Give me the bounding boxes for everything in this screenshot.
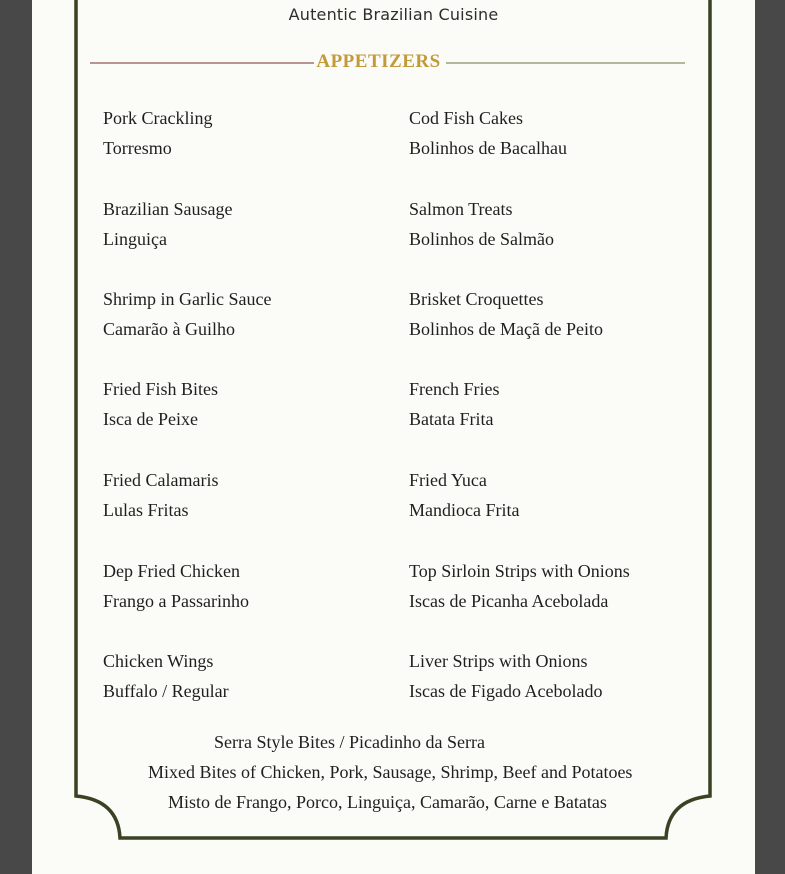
item-name-portuguese: Isca de Peixe [103, 409, 198, 429]
menu-item [103, 378, 218, 438]
menu-item [409, 469, 519, 529]
menu-item [409, 288, 603, 348]
menu-item [409, 560, 630, 620]
item-name-portuguese: Bolinhos de Maçã de Peito [409, 319, 603, 339]
menu-item [103, 288, 271, 348]
item-name-english: Cod Fish Cakes [409, 108, 524, 128]
menu-item [103, 560, 249, 620]
item-name-portuguese: Batata Frita [409, 409, 494, 429]
menu-item [409, 378, 499, 438]
item-name-portuguese: Bolinhos de Bacalhau [409, 138, 567, 158]
item-name-english: Pork Crackling [103, 108, 213, 128]
menu-item [103, 469, 218, 529]
item-name-english: Fried Yuca [409, 470, 487, 490]
featured-item-english-description: Mixed Bites of Chicken, Pork, Sausage, Shrimp, Beef and Potatoes [148, 762, 633, 782]
item-name-english: Fried Calamaris [103, 470, 219, 490]
section-title-appetizers: APPETIZERS [316, 51, 441, 72]
item-name-english: Brazilian Sausage [103, 199, 233, 219]
menu-item [103, 650, 229, 710]
item-name-english: French Fries [409, 379, 500, 399]
item-name-portuguese: Linguiça [103, 229, 167, 249]
item-name-english: Shrimp in Garlic Sauce [103, 289, 272, 309]
menu-item [409, 198, 554, 258]
item-name-english: Brisket Croquettes [409, 289, 544, 309]
item-name-english: Top Sirloin Strips with Onions [409, 561, 630, 581]
item-name-english: Salmon Treats [409, 199, 513, 219]
featured-item-portuguese-description: Misto de Frango, Porco, Linguiça, Camarão, Carne e Batatas [168, 792, 607, 812]
menu-item [103, 107, 213, 167]
item-name-english: Dep Fried Chicken [103, 561, 240, 581]
item-name-english: Fried Fish Bites [103, 379, 219, 399]
item-name-english: Liver Strips with Onions [409, 651, 588, 671]
item-name-portuguese: Buffalo / Regular [103, 681, 229, 701]
menu-item [103, 198, 232, 258]
item-name-english: Chicken Wings [103, 651, 214, 671]
item-name-portuguese: Bolinhos de Salmão [409, 229, 554, 249]
featured-item-title: Serra Style Bites / Picadinho da Serra [214, 732, 485, 752]
menu-item [409, 650, 602, 710]
item-name-portuguese: Frango a Passarinho [103, 591, 249, 611]
item-name-portuguese: Iscas de Figado Acebolado [409, 681, 603, 701]
menu-item [409, 107, 567, 167]
item-name-portuguese: Mandioca Frita [409, 500, 520, 520]
item-name-portuguese: Lulas Fritas [103, 500, 189, 520]
menu-page [32, 0, 755, 874]
item-name-portuguese: Iscas de Picanha Acebolada [409, 591, 609, 611]
restaurant-subtitle: Autentic Brazilian Cuisine [288, 5, 499, 24]
item-name-portuguese: Torresmo [103, 138, 172, 158]
item-name-portuguese: Camarão à Guilho [103, 319, 235, 339]
